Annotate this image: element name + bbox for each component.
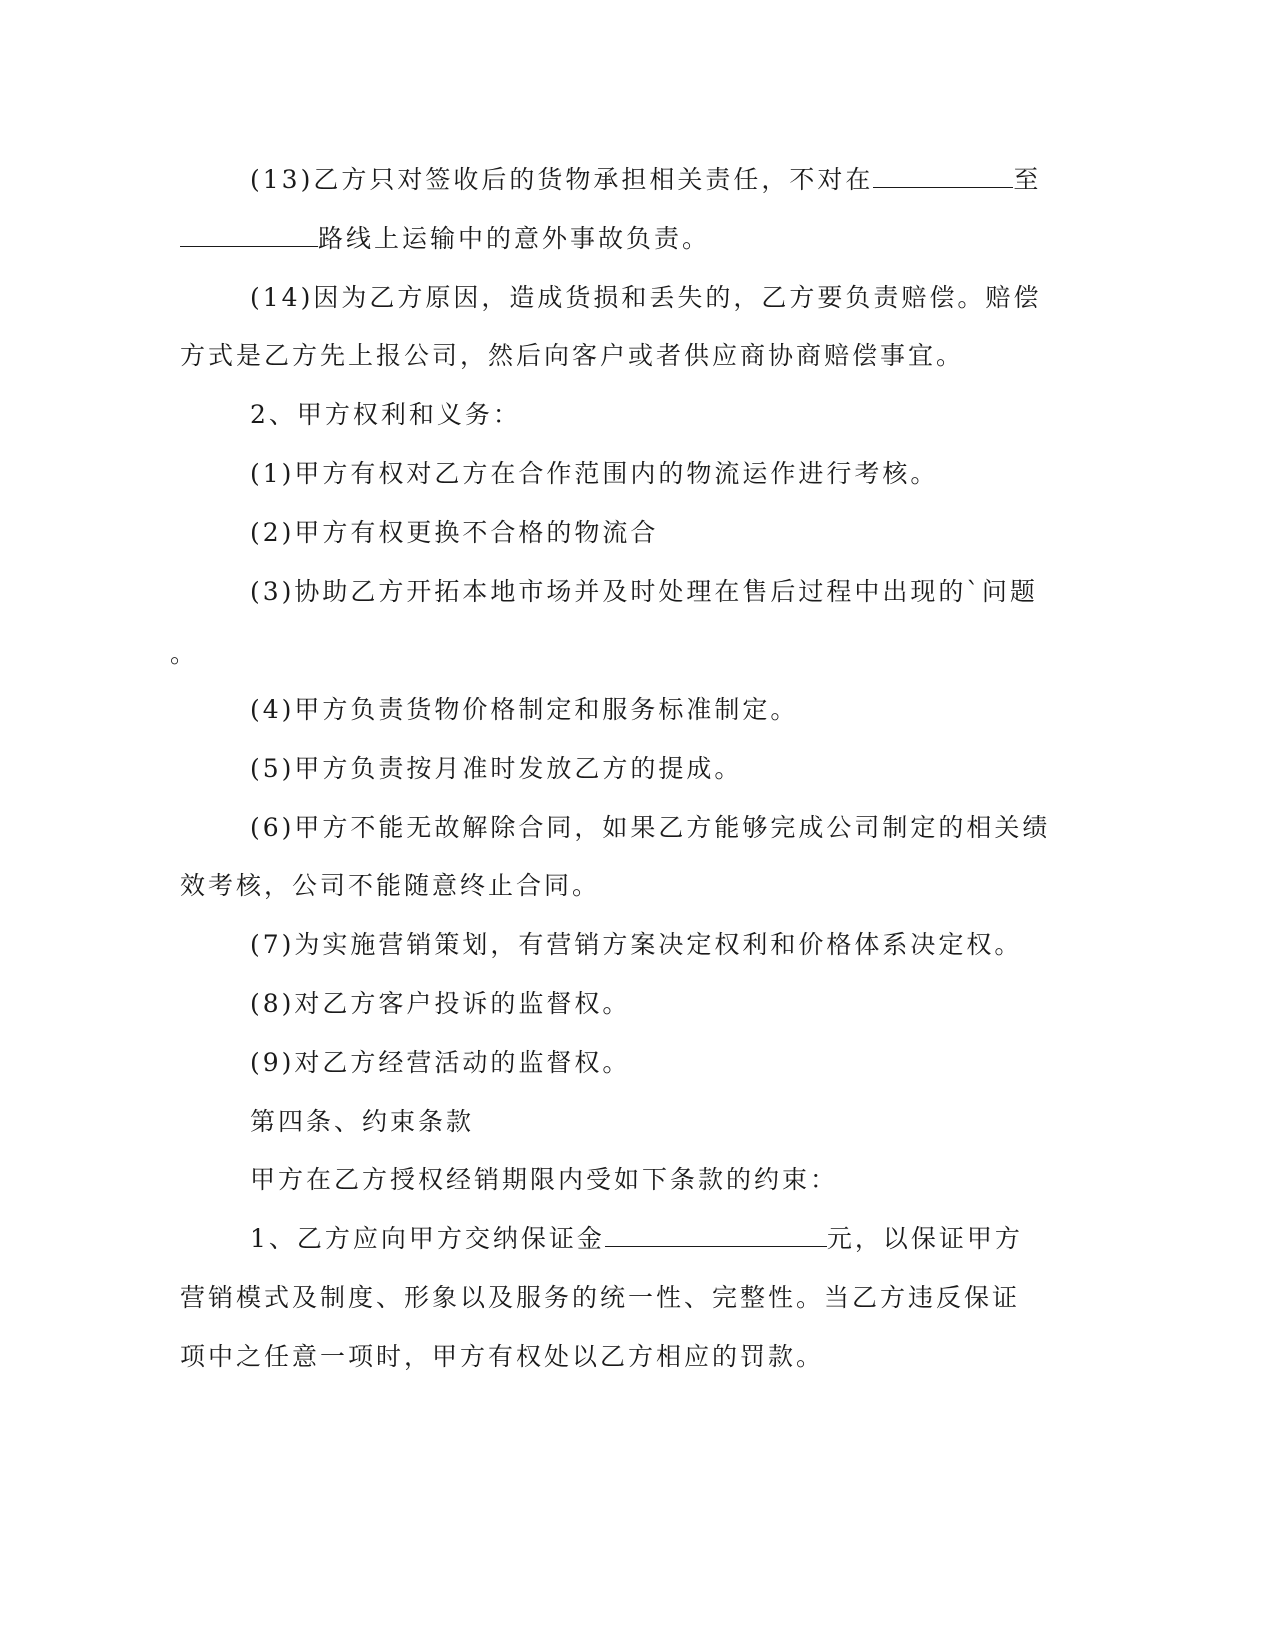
paragraph-line: (7)为实施营销策划，有营销方案决定权利和价格体系决定权。 bbox=[250, 930, 1023, 959]
fill-blank bbox=[180, 224, 318, 247]
line-text: 1、乙方应向甲方交纳保证金 bbox=[250, 1224, 605, 1253]
paragraph-line: 项中之任意一项时，甲方有权处以乙方相应的罚款。 bbox=[180, 1342, 825, 1371]
paragraph-line: 效考核，公司不能随意终止合同。 bbox=[180, 871, 601, 900]
paragraph-line: (2)甲方有权更换不合格的物流合 bbox=[250, 518, 659, 547]
section-heading: 2、甲方权利和义务： bbox=[250, 400, 521, 429]
fill-blank bbox=[605, 1224, 827, 1247]
paragraph-line bbox=[250, 163, 1041, 197]
fill-blank bbox=[873, 165, 1013, 188]
paragraph-line: (9)对乙方经营活动的监督权。 bbox=[250, 1048, 631, 1077]
section-heading: 第四条、约束条款 bbox=[250, 1107, 475, 1136]
line-text: 元，以保证甲方 bbox=[826, 1224, 1023, 1253]
paragraph-line: (5)甲方负责按月准时发放乙方的提成。 bbox=[250, 754, 743, 783]
paragraph-line bbox=[250, 1222, 1023, 1256]
paragraph-line: 。 bbox=[170, 639, 199, 668]
line-text: 至 bbox=[1013, 165, 1042, 194]
paragraph-line: (6)甲方不能无故解除合同，如果乙方能够完成公司制定的相关绩 bbox=[250, 813, 1051, 842]
paragraph-line: (3)协助乙方开拓本地市场并及时处理在售后过程中出现的`问题 bbox=[250, 577, 1038, 606]
line-text: (13)乙方只对签收后的货物承担相关责任，不对在 bbox=[250, 165, 874, 194]
paragraph-line: (1)甲方有权对乙方在合作范围内的物流运作进行考核。 bbox=[250, 459, 939, 488]
paragraph-line: 甲方在乙方授权经销期限内受如下条款的约束： bbox=[250, 1165, 839, 1194]
paragraph-line: (8)对乙方客户投诉的监督权。 bbox=[250, 989, 631, 1018]
paragraph-line: (14)因为乙方原因，造成货损和丢失的，乙方要负责赔偿。赔偿 bbox=[250, 283, 1042, 312]
paragraph-line bbox=[180, 222, 710, 256]
paragraph-line: 营销模式及制度、形象以及服务的统一性、完整性。当乙方违反保证 bbox=[180, 1283, 1021, 1312]
paragraph-line: (4)甲方负责货物价格制定和服务标准制定。 bbox=[250, 695, 799, 724]
line-text: 路线上运输中的意外事故负责。 bbox=[318, 224, 711, 253]
paragraph-line: 方式是乙方先上报公司，然后向客户或者供应商协商赔偿事宜。 bbox=[180, 341, 965, 370]
